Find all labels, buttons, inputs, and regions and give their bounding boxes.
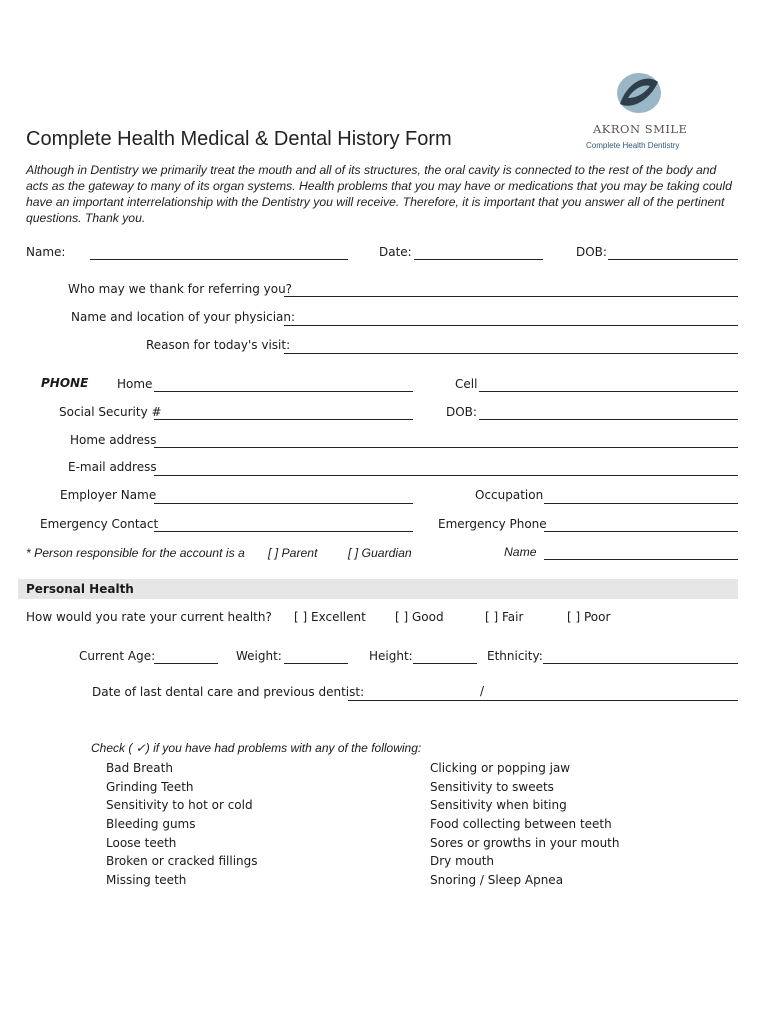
responsible-name-label: Name — [504, 545, 537, 559]
checklist-item[interactable]: Sensitivity when biting — [430, 798, 567, 813]
email-field[interactable] — [154, 475, 738, 476]
ethnicity-field[interactable] — [543, 663, 738, 664]
weight-field[interactable] — [284, 663, 348, 664]
checklist-item[interactable]: Snoring / Sleep Apnea — [430, 873, 564, 888]
checklist-item[interactable]: Sensitivity to hot or cold — [106, 798, 253, 813]
dob-field[interactable] — [608, 259, 738, 260]
dob-label: DOB: — [576, 245, 607, 259]
employer-field[interactable] — [154, 503, 413, 504]
date-label: Date: — [379, 245, 412, 259]
fair-checkbox[interactable]: [ ] Fair — [485, 610, 524, 624]
parent-checkbox[interactable]: [ ] Parent — [268, 546, 318, 560]
responsible-name-field[interactable] — [544, 559, 738, 560]
good-checkbox[interactable]: [ ] Good — [395, 610, 444, 624]
home-phone-field[interactable] — [154, 391, 413, 392]
home-phone-label: Home — [117, 377, 153, 391]
logo-tagline: Complete Health Dentistry — [586, 141, 680, 150]
poor-checkbox[interactable]: [ ] Poor — [567, 610, 611, 624]
checklist-item[interactable]: Sensitivity to sweets — [430, 779, 554, 794]
checklist-item[interactable]: Loose teeth — [106, 835, 177, 850]
checklist-header: Check ( ✓) if you have had problems with any of the following: — [91, 741, 422, 755]
occupation-field[interactable] — [544, 503, 738, 504]
checklist-item[interactable]: Bad Breath — [106, 761, 173, 775]
home-address-label: Home address — [70, 433, 157, 447]
height-label: Height: — [369, 649, 413, 663]
emergency-phone-field[interactable] — [544, 531, 738, 532]
name-label: Name: — [26, 245, 66, 259]
referral-field[interactable] — [284, 296, 738, 297]
checklist-item[interactable]: Sores or growths in your mouth — [430, 835, 620, 850]
logo-mark-icon — [614, 70, 664, 116]
occupation-label: Occupation — [475, 488, 544, 502]
ssn-label: Social Security # — [59, 405, 162, 419]
cell-phone-label: Cell — [455, 377, 478, 391]
dob2-field[interactable] — [479, 419, 738, 420]
logo-name: AKRON SMILE — [593, 122, 688, 136]
checklist-item[interactable]: Food collecting between teeth — [430, 817, 612, 832]
checklist-item[interactable]: Bleeding gums — [106, 817, 196, 832]
email-label: E-mail address — [68, 460, 157, 474]
home-address-field[interactable] — [154, 447, 738, 448]
reason-label: Reason for today's visit: — [146, 338, 291, 352]
age-field[interactable] — [154, 663, 218, 664]
name-field[interactable] — [90, 259, 348, 260]
checklist-item[interactable]: Broken or cracked fillings — [106, 854, 258, 869]
checklist-item[interactable]: Grinding Teeth — [106, 779, 194, 794]
physician-label: Name and location of your physician: — [71, 310, 296, 324]
emergency-contact-field[interactable] — [154, 531, 413, 532]
guardian-checkbox[interactable]: [ ] Guardian — [348, 546, 412, 560]
dob2-label: DOB: — [446, 405, 477, 419]
checklist-item[interactable]: Clicking or popping jaw — [430, 761, 571, 775]
excellent-checkbox[interactable]: [ ] Excellent — [294, 610, 366, 624]
employer-label: Employer Name — [60, 488, 157, 502]
age-label: Current Age: — [79, 649, 156, 663]
responsible-label: * Person responsible for the account is a — [26, 546, 245, 560]
date-field[interactable] — [414, 259, 543, 260]
checklist-right — [430, 761, 620, 892]
health-question: How would you rate your current health? — [26, 610, 272, 624]
page-title: Complete Health Medical & Dental History Form — [26, 128, 452, 150]
checklist-item[interactable]: Missing teeth — [106, 873, 187, 888]
practice-logo — [584, 70, 694, 154]
emergency-phone-label: Emergency Phone — [438, 517, 547, 531]
checklist-item[interactable]: Dry mouth — [430, 854, 495, 869]
reason-field[interactable] — [284, 353, 738, 354]
cell-phone-field[interactable] — [479, 391, 738, 392]
checklist-left — [106, 761, 258, 892]
height-field[interactable] — [413, 663, 477, 664]
referral-label: Who may we thank for referring you? — [68, 282, 293, 296]
section-heading: Personal Health — [26, 582, 134, 596]
slash-separator: / — [480, 684, 485, 698]
physician-field[interactable] — [284, 325, 738, 326]
last-dental-field[interactable] — [348, 700, 738, 701]
ssn-field[interactable] — [154, 419, 413, 420]
weight-label: Weight: — [236, 649, 282, 663]
phone-label: PHONE — [41, 376, 89, 390]
last-dental-label: Date of last dental care and previous dentist: — [92, 685, 365, 699]
ethnicity-label: Ethnicity: — [487, 649, 543, 663]
emergency-contact-label: Emergency Contact — [40, 517, 159, 531]
intro-paragraph: Although in Dentistry we primarily treat the mouth and all of its structures, the oral cavity is connected to the rest of the body and acts as the gateway to many of its organ systems. Health problems that you may have or medications that you may be taking could have an important interrelationship with the Dentistry you will receive. Therefore, it is important that you answer all of the pertinent questions. Thank you. — [26, 163, 732, 225]
